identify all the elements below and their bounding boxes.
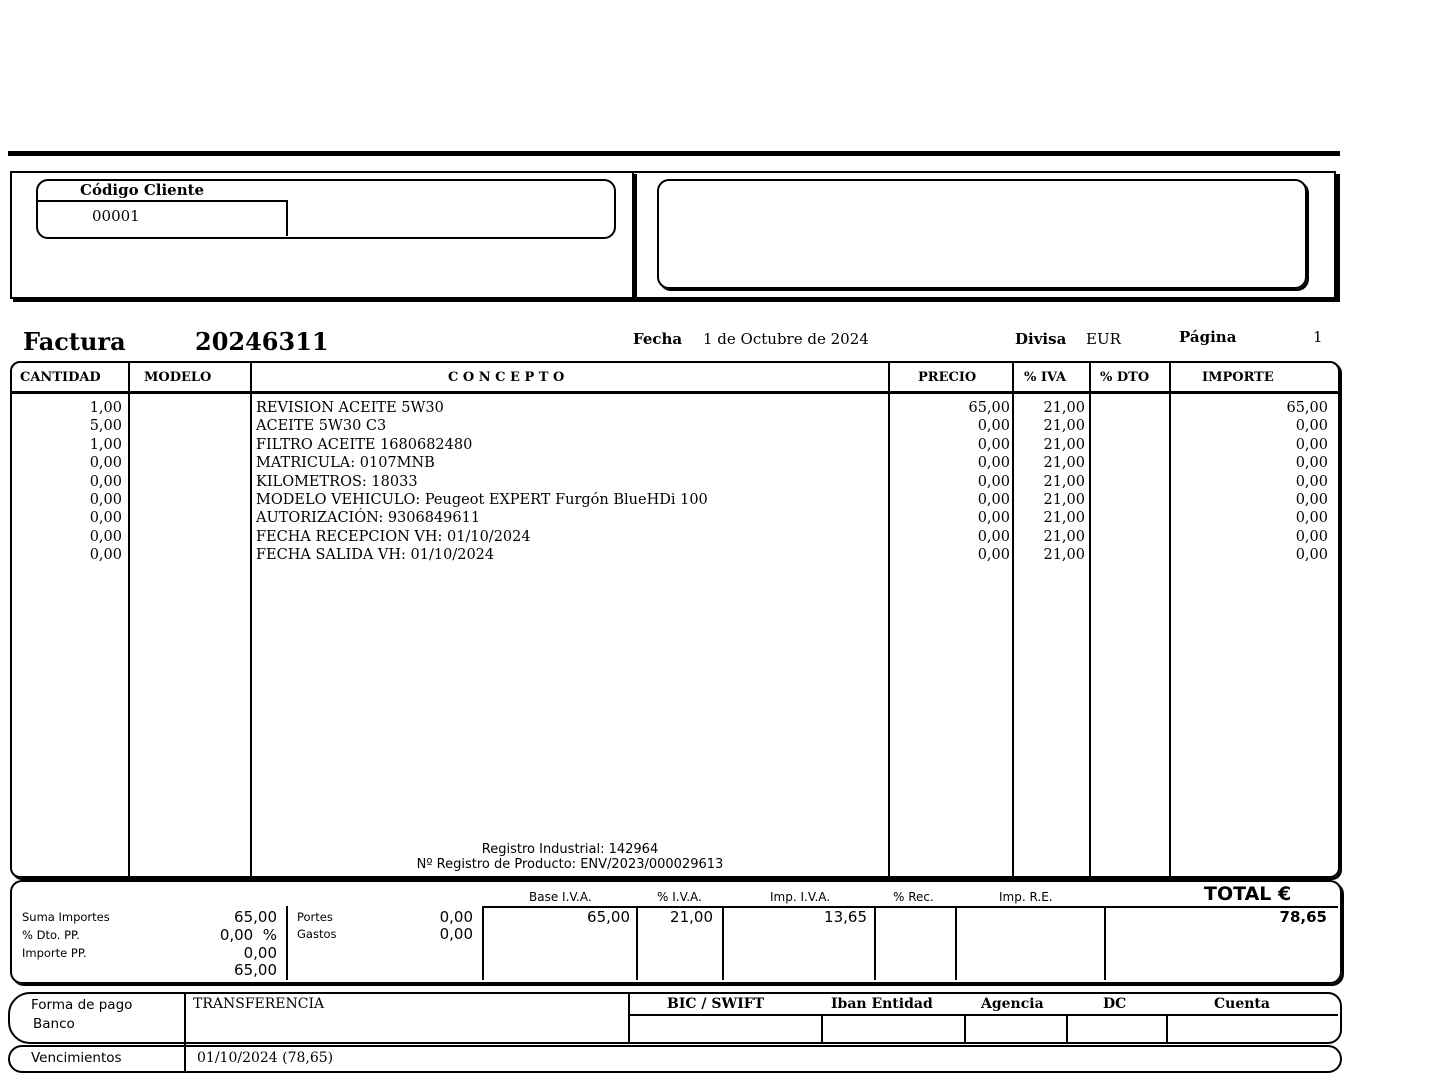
- row-concept: REVISION ACEITE 5W30: [256, 400, 444, 416]
- row-amount: 0,00: [1295, 418, 1328, 435]
- row-amount: 0,00: [1295, 492, 1328, 508]
- row-iva: 21,00: [1043, 492, 1085, 508]
- column-divider: [128, 361, 130, 876]
- row-iva: 21,00: [1043, 418, 1085, 435]
- row-price: 0,00: [977, 528, 1010, 545]
- suma-value: 65,00: [234, 908, 277, 926]
- row-amount: 0,00: [1295, 455, 1328, 472]
- row-concept: KILOMETROS: 18033: [256, 473, 418, 490]
- row-price: 0,00: [977, 418, 1010, 435]
- cuenta-label: Cuenta: [1214, 996, 1270, 1012]
- vencimientos-value: 01/10/2024 (78,65): [197, 1050, 334, 1066]
- currency-label: Divisa: [1015, 330, 1067, 348]
- total-value: 78,65: [1279, 908, 1327, 926]
- dto-label: % Dto. PP.: [22, 928, 80, 942]
- row-iva: 21,00: [1043, 455, 1085, 472]
- invoice-label: Factura: [23, 327, 126, 356]
- row-concept: MODELO VEHICULO: Peugeot EXPERT Furgón BlueHDi 100: [256, 492, 708, 508]
- top-rule: [8, 151, 1340, 156]
- header-importe: IMPORTE: [1202, 370, 1274, 385]
- gastos-value: 0,00: [439, 925, 473, 943]
- bank-divider: [1166, 1014, 1168, 1042]
- header-base-iva: Base I.V.A.: [529, 890, 592, 904]
- row-iva: 21,00: [1043, 473, 1085, 490]
- row-concept: MATRICULA: 0107MNB: [256, 455, 435, 472]
- row-concept: ACEITE 5W30 C3: [256, 418, 387, 435]
- totals-divider: [286, 906, 288, 980]
- agencia-label: Agencia: [981, 996, 1044, 1012]
- row-price: 0,00: [977, 547, 1010, 564]
- column-divider: [1089, 361, 1091, 876]
- totals-divider: [722, 906, 724, 980]
- row-price: 0,00: [977, 510, 1010, 527]
- header-precio: PRECIO: [918, 370, 977, 385]
- header-concepto: C O N C E P T O: [448, 370, 565, 385]
- importe-pp-value: 0,00: [243, 944, 277, 962]
- customer-code-label: Código Cliente: [80, 181, 205, 199]
- base-iva-value: 65,00: [587, 908, 630, 926]
- vencimientos-label: Vencimientos: [31, 1050, 122, 1066]
- registro-producto: Nº Registro de Producto: ENV/2023/000029613: [416, 857, 724, 872]
- column-divider: [250, 361, 252, 876]
- row-iva: 21,00: [1043, 436, 1085, 453]
- row-qty: 0,00: [89, 510, 122, 527]
- date-label: Fecha: [633, 330, 683, 348]
- row-price: 0,00: [977, 455, 1010, 472]
- row-amount: 0,00: [1295, 473, 1328, 490]
- row-iva: 21,00: [1043, 547, 1085, 564]
- page-value: 1: [1313, 328, 1323, 346]
- header-modelo: MODELO: [144, 370, 212, 385]
- forma-pago-value: TRANSFERENCIA: [193, 996, 325, 1012]
- dc-label: DC: [1103, 996, 1127, 1012]
- row-qty: 0,00: [89, 455, 122, 472]
- row-iva: 21,00: [1043, 510, 1085, 527]
- row-price: 65,00: [968, 400, 1010, 416]
- row-qty: 0,00: [89, 473, 122, 490]
- row-amount: 0,00: [1295, 547, 1328, 564]
- gastos-label: Gastos: [297, 927, 337, 941]
- row-amount: 0,00: [1295, 528, 1328, 545]
- totals-divider: [1104, 906, 1106, 980]
- row-qty: 0,00: [89, 492, 122, 508]
- address-panel: [657, 179, 1307, 289]
- header-dto: % DTO: [1100, 370, 1150, 385]
- row-price: 0,00: [977, 436, 1010, 453]
- divider: [36, 200, 286, 202]
- row-qty: 5,00: [89, 418, 122, 435]
- row-concept: FECHA RECEPCION VH: 01/10/2024: [256, 528, 531, 545]
- row-amount: 0,00: [1295, 510, 1328, 527]
- totals-divider: [636, 906, 638, 980]
- row-amount: 65,00: [1286, 400, 1328, 416]
- registro-industrial: Registro Industrial: 142964: [481, 842, 659, 857]
- banco-label: Banco: [33, 1016, 75, 1032]
- invoice-number: 20246311: [195, 327, 329, 356]
- row-price: 0,00: [977, 473, 1010, 490]
- header-iva: % IVA: [1024, 370, 1067, 385]
- header-imp-re: Imp. R.E.: [999, 890, 1053, 904]
- totals-divider: [874, 906, 876, 980]
- bank-divider: [1066, 1014, 1068, 1042]
- bank-divider: [821, 1014, 823, 1042]
- subtotal-value: 65,00: [234, 961, 277, 979]
- table-header-rule: [10, 391, 1338, 394]
- header-total: TOTAL €: [1204, 883, 1292, 905]
- bank-divider: [964, 1014, 966, 1042]
- row-concept: AUTORIZACIÓN: 9306849611: [256, 510, 481, 527]
- header-pct-rec: % Rec.: [893, 890, 934, 904]
- importe-pp-label: Importe PP.: [22, 946, 87, 960]
- pct-iva-value: 21,00: [670, 908, 713, 926]
- row-iva: 21,00: [1043, 528, 1085, 545]
- date-value: 1 de Octubre de 2024: [703, 330, 869, 348]
- row-qty: 1,00: [89, 400, 122, 416]
- row-qty: 0,00: [89, 528, 122, 545]
- row-iva: 21,00: [1043, 400, 1085, 416]
- dto-value: 0,00 %: [219, 926, 277, 944]
- row-price: 0,00: [977, 492, 1010, 508]
- column-divider: [1012, 361, 1014, 876]
- column-divider: [1169, 361, 1171, 876]
- customer-code-value: 00001: [92, 207, 140, 225]
- row-concept: FILTRO ACEITE 1680682480: [256, 436, 473, 453]
- bank-header-rule: [628, 1014, 1338, 1016]
- imp-iva-value: 13,65: [824, 908, 867, 926]
- portes-label: Portes: [297, 910, 333, 924]
- bic-label: BIC / SWIFT: [667, 996, 765, 1012]
- currency-value: EUR: [1086, 330, 1121, 348]
- header-pct-iva: % I.V.A.: [657, 890, 702, 904]
- divider: [286, 200, 288, 236]
- portes-value: 0,00: [439, 908, 473, 926]
- totals-divider: [955, 906, 957, 980]
- forma-pago-label: Forma de pago: [31, 997, 133, 1013]
- row-qty: 0,00: [89, 547, 122, 564]
- iban-label: Iban Entidad: [831, 996, 933, 1012]
- row-qty: 1,00: [89, 436, 122, 453]
- row-amount: 0,00: [1295, 436, 1328, 453]
- column-divider: [888, 361, 890, 876]
- header-imp-iva: Imp. I.V.A.: [770, 890, 831, 904]
- suma-label: Suma Importes: [22, 910, 110, 924]
- totals-divider: [482, 906, 484, 980]
- page-label: Página: [1179, 328, 1237, 346]
- header-cantidad: CANTIDAD: [20, 370, 101, 385]
- bank-divider: [628, 992, 630, 1042]
- row-concept: FECHA SALIDA VH: 01/10/2024: [256, 547, 495, 564]
